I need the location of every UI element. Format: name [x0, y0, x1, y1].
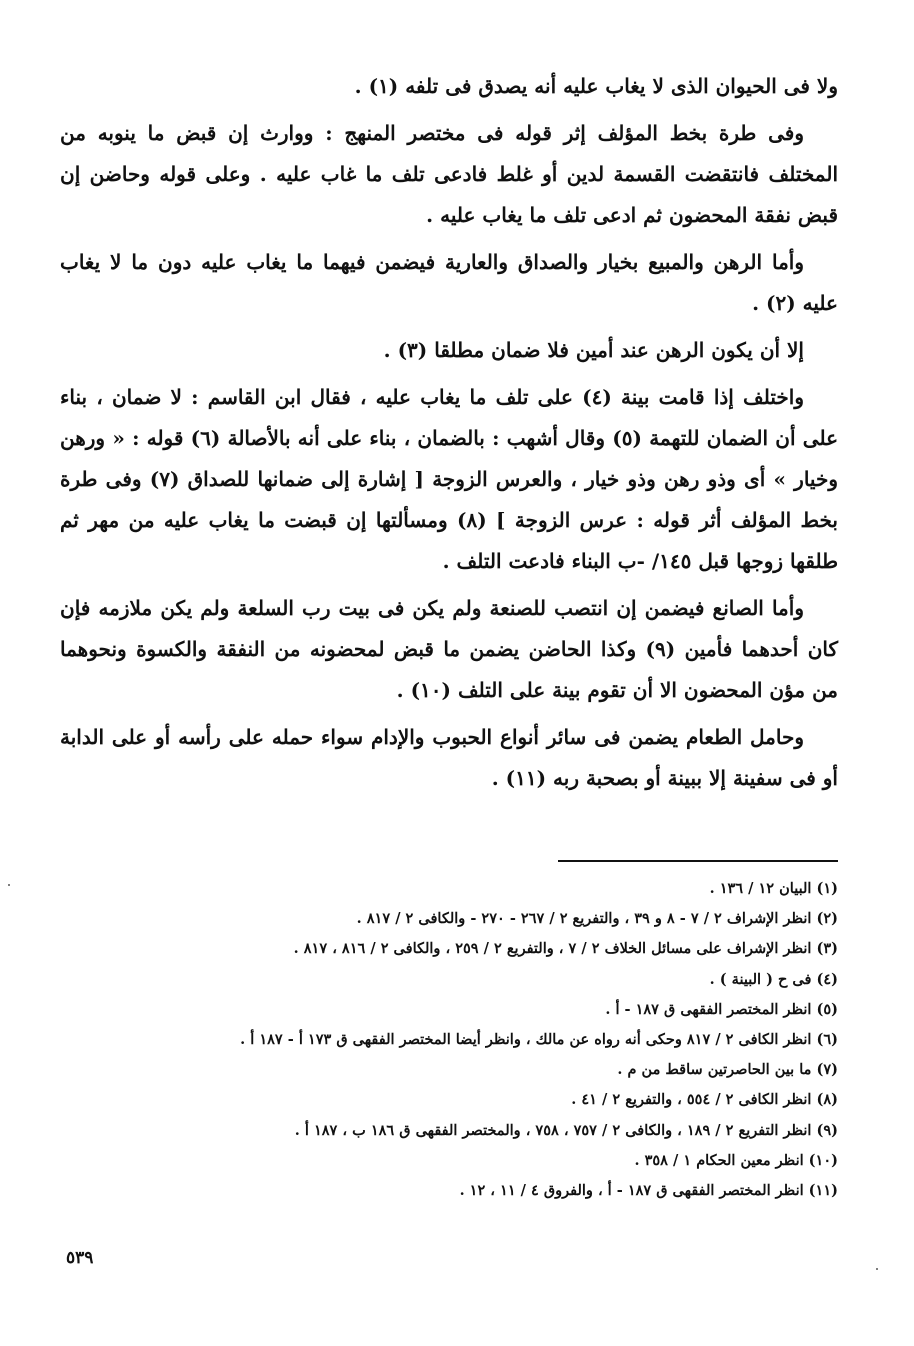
- footnote-6: (٦) انظر الكافى ٢ / ٨١٧ وحكى أنه رواه عن مالك ، وانظر أيضا المختصر الفقهى ق ١٧٣ أ - ١٨٧ أ .: [240, 1031, 838, 1049]
- footnote-3: (٣) انظر الإشراف على مسائل الخلاف ٢ / ٧ ، والتفريع ٢ / ٢٥٩ ، والكافى ٢ / ٨١٦ ، ٨١٧ .: [293, 940, 838, 958]
- paragraph-4: إلا أن يكون الرهن عند أمين فلا ضمان مطلقا (٣) .: [383, 338, 804, 362]
- footnote-1: (١) البيان ١٢ / ١٣٦ .: [709, 880, 838, 897]
- footnote-2: (٢) انظر الإشراف ٢ / ٧ - ٨ و ٣٩ ، والتفريع ٢ / ٢٦٧ - ٢٧٠ - والكافى ٢ / ٨١٧ .: [356, 910, 838, 928]
- paragraph-7: وحامل الطعام يضمن فى سائر أنواع الحبوب والإدام سواء حمله على رأسه أو على الدابة أو فى سفينة إلا ببينة أو بصحبة ربه (١١) .: [60, 725, 838, 790]
- footnote-5: (٥) انظر المختصر الفقهى ق ١٨٧ - أ .: [605, 1000, 838, 1018]
- paragraph-1: ولا فى الحيوان الذى لا يغاب عليه أنه يصدق فى تلفه (١) .: [354, 74, 838, 98]
- footnote-7: (٧) ما بين الحاصرتين ساقط من م .: [617, 1061, 838, 1079]
- footnote-separator: [558, 860, 838, 862]
- scan-speck: [8, 884, 10, 886]
- page-number: ٥٣٩: [66, 1248, 94, 1268]
- footnote-8: (٨) انظر الكافى ٢ / ٥٥٤ ، والتفريع ٢ / ٤١ .: [571, 1091, 838, 1109]
- footnotes: [120, 874, 838, 1206]
- footnote-9: (٩) انظر التفريع ٢ / ١٨٩ ، والكافى ٢ / ٧٥٧ ، ٧٥٨ ، والمختصر الفقهى ق ١٨٦ ب ، ١٨٧ أ .: [294, 1121, 838, 1139]
- paragraph-2: وفى طرة بخط المؤلف إثر قوله فى مختصر المنهج : ووارث إن قبض ما ينوبه من المختلف فانتقضت القسمة لدين أو غلط فادعى تلف ما غاب عليه . وعلى قوله وحاضن إن قبض نفقة المحضون ثم ادعى تلف ما يغاب عليه .: [60, 121, 838, 227]
- paragraph-6: وأما الصانع فيضمن إن انتصب للصنعة ولم يكن فى بيت رب السلعة ولم يكن ملازمه فإن كان أحدهما فأمين (٩) وكذا الحاضن يضمن ما قبض لمحضونه من النفقة والكسوة ونحوهما من مؤن المحضون الا أن تقوم بينة على التلف (١٠) .: [60, 596, 838, 702]
- main-text: [60, 66, 838, 805]
- paragraph-5: واختلف إذا قامت بينة (٤) على تلف ما يغاب عليه ، فقال ابن القاسم : لا ضمان ، بناء على أن الضمان للتهمة (٥) وقال أشهب : بالضمان ، بناء على أنه بالأصالة (٦) قوله : « ورهن وخيار » أى وذو رهن وذو خيار ، والعرس الزوجة [ إشارة إلى ضمانها للصداق (٧) وفى طرة بخط المؤلف أثر قوله : عرس الزوجة ] (٨) ومسألتها إن قبضت ما يغاب عليه من مهر ثم طلقها زوجها قبل ١٤٥/ -ب البناء فادعت التلف .: [60, 385, 839, 573]
- footnote-10: (١٠) انظر معين الحكام ١ / ٣٥٨ .: [634, 1151, 838, 1169]
- footnote-4: (٤) فى ح ( البينة ) .: [709, 970, 838, 988]
- scan-speck: [876, 1268, 878, 1270]
- footnote-11: (١١) انظر المختصر الفقهى ق ١٨٧ - أ ، والفروق ٤ / ١١ ، ١٢ .: [459, 1182, 838, 1200]
- paragraph-3: وأما الرهن والمبيع بخيار والصداق والعارية فيضمن فيهما ما يغاب عليه دون ما لا يغاب عليه (٢) .: [60, 250, 838, 315]
